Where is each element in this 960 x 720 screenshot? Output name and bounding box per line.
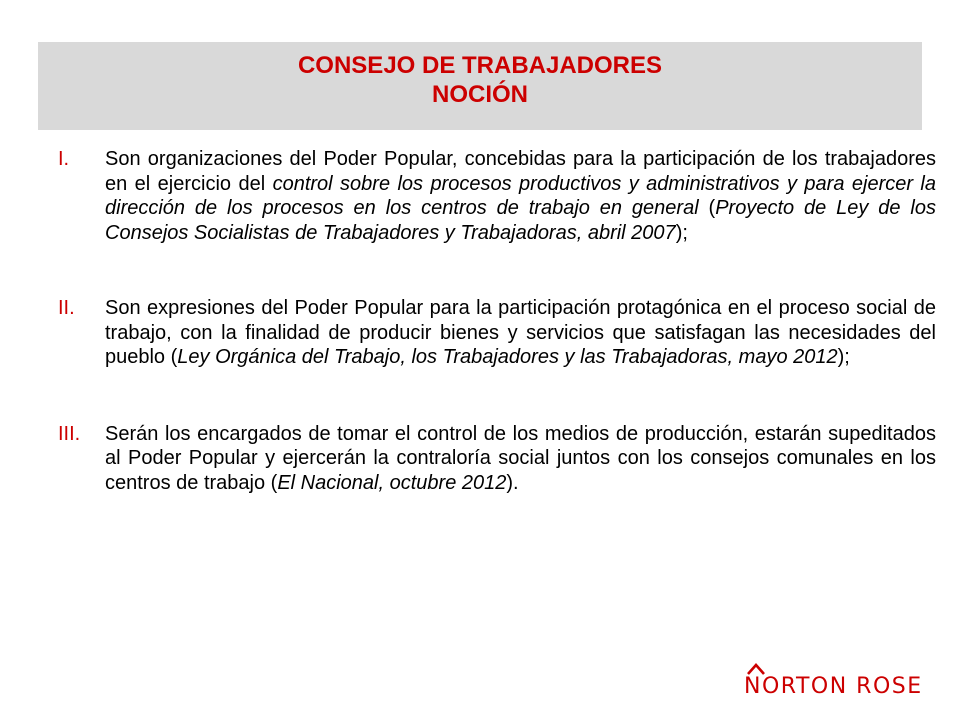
list-item-text: Son organizaciones del Poder Popular, concebidas para la participación de los trabajadores en el ejercicio del control sobre los procesos productivos y administrativos y para ejercer la dirección de los procesos en los centros de trabajo en general (Proyecto de Ley de los Consejos Socialistas de Trabajadores y Trabajadoras, abril 2007); [105, 148, 937, 244]
definition-list [58, 147, 936, 495]
list-item-text: Serán los encargados de tomar el control de los medios de producción, estarán supeditados al Poder Popular y ejercerán la contraloría social juntos con los consejos comunales en los centros de trabajo (El Nacional, octubre 2012). [105, 422, 936, 494]
norton-rose-logo [744, 662, 924, 702]
list-item [58, 147, 936, 245]
list-item-number: III. [58, 422, 81, 445]
slide-subtitle: NOCIÓN [432, 81, 528, 108]
list-item-number: I. [58, 148, 70, 170]
logo-text: NORTON ROSE [744, 674, 923, 699]
slide-title-band [38, 42, 922, 130]
list-item [58, 422, 936, 496]
list-item-number: II. [58, 297, 75, 319]
list-item [58, 296, 936, 370]
list-item-text: Son expresiones del Poder Popular para la participación protagónica en el proceso social de trabajo, con la finalidad de producir bienes y servicios que satisfagan las necesidades del pueblo (Ley Orgánica del Trabajo, los Trabajadores y las Trabajadoras, mayo 2012); [105, 297, 936, 368]
slide-title: CONSEJO DE TRABAJADORES [297, 52, 663, 79]
